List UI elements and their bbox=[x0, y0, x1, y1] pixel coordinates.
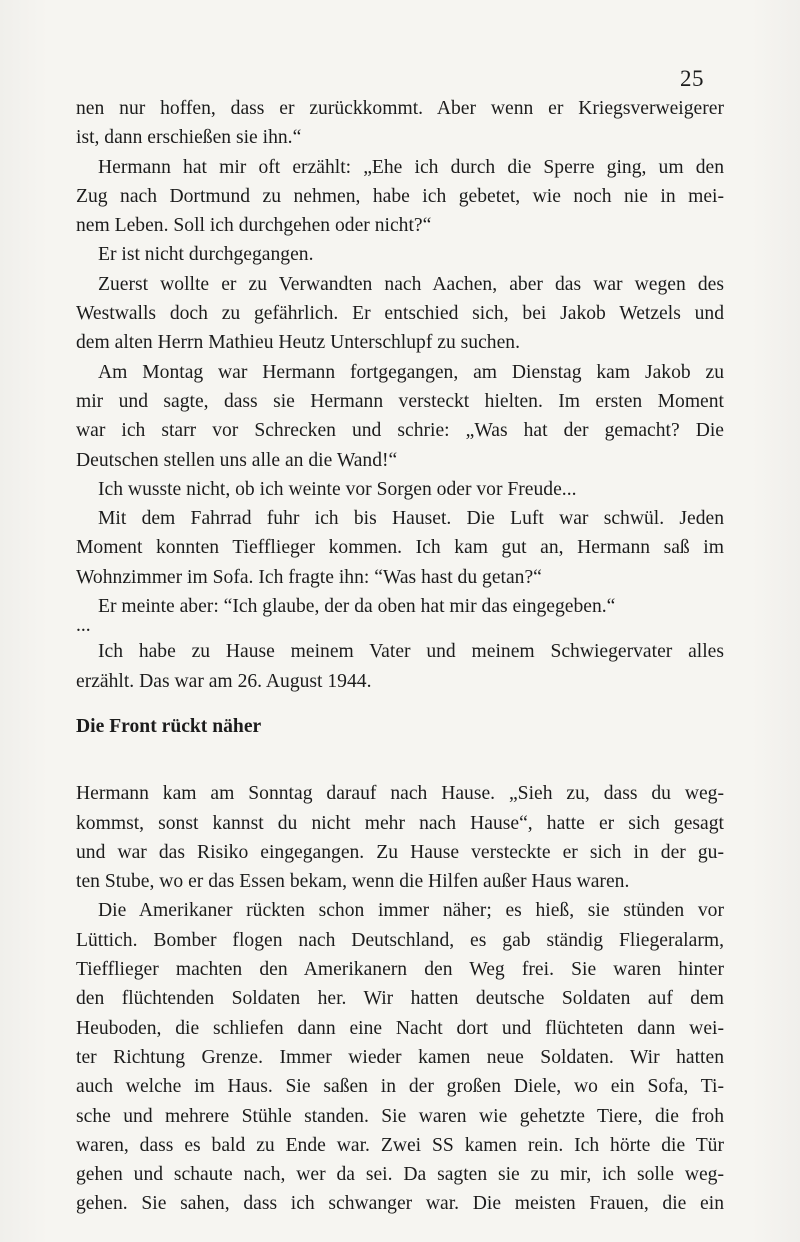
text-line: erzählt. Das war am 26. August 1944. bbox=[76, 670, 372, 692]
text-line: Westwalls doch zu gefährlich. Er entschied sich, bei Jakob Wetzels und bbox=[76, 303, 724, 325]
text-line: nem Leben. Soll ich durchgehen oder nicht?“ bbox=[76, 215, 432, 237]
text-line: Mit dem Fahrrad fuhr ich bis Hauset. Die Luft war schwül. Jeden bbox=[98, 508, 724, 530]
text-line: Ich habe zu Hause meinem Vater und meinem Schwiegervater alles bbox=[98, 641, 724, 663]
text-line: ist, dann erschießen sie ihn.“ bbox=[76, 127, 302, 149]
text-line: Er meinte aber: “Ich glaube, der da oben hat mir das eingegeben.“ bbox=[98, 596, 616, 618]
page-number: 25 bbox=[680, 66, 704, 91]
text-line: nen nur hoffen, dass er zurückkommt. Aber wenn er Kriegsverweigerer bbox=[76, 98, 724, 119]
text-line: Zuerst wollte er zu Verwandten nach Aachen, aber das war wegen des bbox=[98, 273, 724, 295]
text-line: Wohnzimmer im Sofa. Ich fragte ihn: “Was hast du getan?“ bbox=[76, 566, 542, 588]
text-line: ter Richtung Grenze. Immer wieder kamen neue Soldaten. Wir hatten bbox=[76, 1046, 724, 1068]
text-line: Zug nach Dortmund zu nehmen, habe ich gebetet, wie noch nie in mei- bbox=[76, 185, 724, 207]
text-line: Lüttich. Bomber flogen nach Deutschland, es gab ständig Fliegeralarm, bbox=[76, 929, 724, 951]
ellipsis-marker: ... bbox=[76, 615, 91, 637]
text-line: gehen und schaute nach, wer da sei. Da sagten sie zu mir, ich solle weg- bbox=[76, 1164, 724, 1186]
text-line: ten Stube, wo er das Essen bekam, wenn die Hilfen außer Haus waren. bbox=[76, 871, 630, 893]
text-line: Hermann hat mir oft erzählt: „Ehe ich durch die Sperre ging, um den bbox=[98, 156, 724, 178]
text-line: den flüchtenden Soldaten her. Wir hatten deutsche Soldaten auf dem bbox=[76, 988, 724, 1010]
text-line: auch welche im Haus. Sie saßen in der großen Diele, wo ein Sofa, Ti- bbox=[76, 1076, 724, 1098]
text-line: Heuboden, die schliefen dann eine Nacht dort und flüchteten dann wei- bbox=[76, 1017, 724, 1039]
text-line: Moment konnten Tiefflieger kommen. Ich kam gut an, Hermann saß im bbox=[76, 537, 724, 559]
text-line: mir und sagte, dass sie Hermann versteckt hielten. Im ersten Moment bbox=[76, 390, 724, 412]
text-line: waren, dass es bald zu Ende war. Zwei SS kamen rein. Ich hörte die Tür bbox=[76, 1134, 724, 1156]
body-text bbox=[76, 94, 724, 1219]
text-line: gehen. Sie sahen, dass ich schwanger war. Die meisten Frauen, die ein bbox=[76, 1193, 724, 1215]
section-heading: Die Front rückt näher bbox=[76, 715, 262, 737]
text-line: Die Amerikaner rückten schon immer näher; es hieß, sie stünden vor bbox=[98, 900, 724, 922]
text-line: Ich wusste nicht, ob ich weinte vor Sorgen oder vor Freude... bbox=[98, 478, 577, 500]
text-line: sche und mehrere Stühle standen. Sie waren wie gehetzte Tiere, die froh bbox=[76, 1105, 724, 1127]
text-line: war ich starr vor Schrecken und schrie: „Was hat der gemacht? Die bbox=[76, 420, 724, 442]
text-line: Am Montag war Hermann fortgegangen, am Dienstag kam Jakob zu bbox=[98, 361, 724, 383]
text-line: Deutschen stellen uns alle an die Wand!“ bbox=[76, 449, 398, 471]
text-line: dem alten Herrn Mathieu Heutz Unterschlupf zu suchen. bbox=[76, 332, 520, 354]
text-line: Er ist nicht durchgegangen. bbox=[98, 244, 314, 266]
text-line: Tiefflieger machten den Amerikanern den Weg frei. Sie waren hinter bbox=[76, 959, 724, 981]
text-line: und war das Risiko eingegangen. Zu Hause versteckte er sich in der gu- bbox=[76, 841, 724, 863]
text-line: kommst, sonst kannst du nicht mehr nach Hause“, hatte er sich gesagt bbox=[76, 812, 724, 834]
text-line: Hermann kam am Sonntag darauf nach Hause. „Sieh zu, dass du weg- bbox=[76, 783, 724, 805]
